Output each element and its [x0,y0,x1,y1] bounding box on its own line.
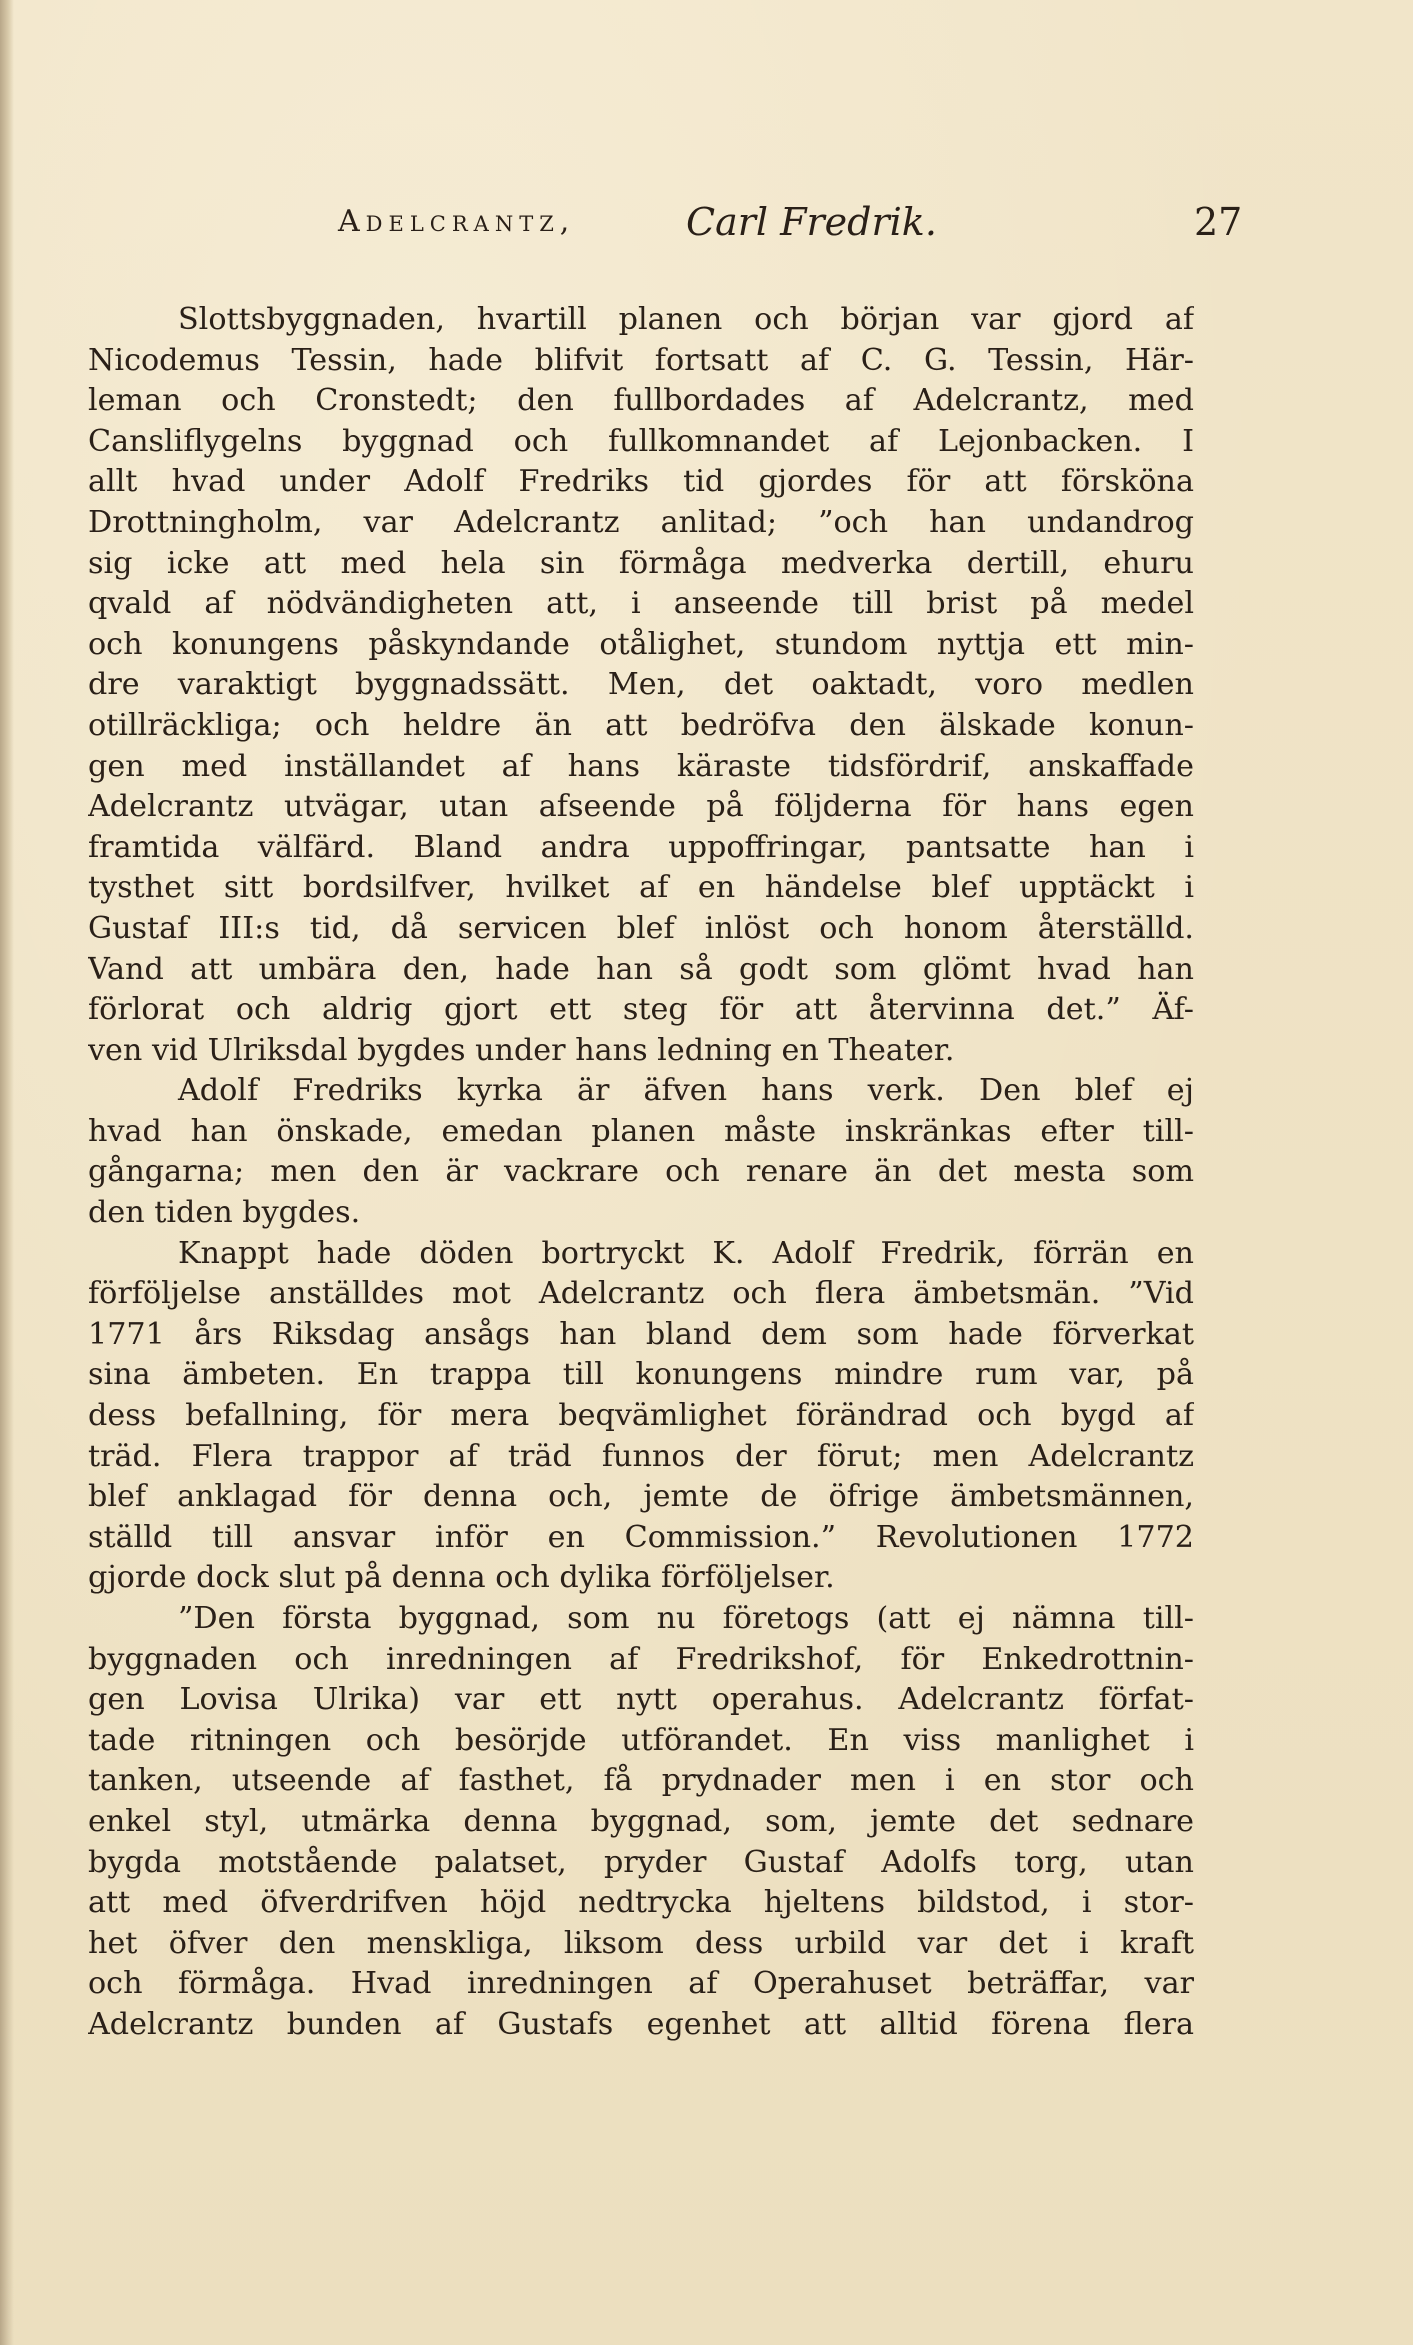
text-line: Gustaf III:s tid, då servicen blef inlöst och honom återställd. [88,910,1194,946]
page-edge-shadow [0,0,14,2345]
text-line: Vand att umbära den, hade han så godt som glömt hvad han [88,951,1194,987]
text-line: Cansliflygelns byggnad och fullkomnandet af Lejonbacken. I [88,423,1194,459]
text-line: ven vid Ulriksdal bygdes under hans ledning en Theater. [88,1032,955,1068]
text-line: Adelcrantz utvägar, utan afseende på följderna för hans egen [88,789,1194,825]
text-line: leman och Cronstedt; den fullbordades af Adelcrantz, med [88,383,1194,419]
text-line: 1771 års Riksdag ansågs han bland dem som hade förverkat [88,1316,1194,1352]
text-line: träd. Flera trappor af träd funnos der förut; men Adelcrantz [88,1438,1194,1474]
text-line: Knappt hade döden bortryckt K. Adolf Fredrik, förrän en [178,1235,1194,1271]
text-line: gångarna; men den är vackrare och renare än det mesta som [88,1154,1194,1190]
text-line: sig icke att med hela sin förmåga medverka dertill, ehuru [88,545,1194,581]
running-head [338,196,1243,256]
text-line: dess befallning, för mera beqvämlighet förändrad och bygd af [88,1398,1194,1434]
text-line: het öfver den menskliga, liksom dess urbild var det i kraft [88,1925,1194,1961]
text-line: allt hvad under Adolf Fredriks tid gjordes för att försköna [88,464,1194,500]
text-line: otillräckliga; och heldre än att bedröfva den älskade konun- [88,707,1194,743]
text-line: förföljelse anställdes mot Adelcrantz och flera ämbetsmän. ”Vid [88,1276,1194,1312]
running-head-subtitle: Carl Fredrik. [686,200,937,244]
text-line: blef anklagad för denna och, jemte de öfrige ämbetsmännen, [88,1479,1194,1515]
text-line: Adolf Fredriks kyrka är äfven hans verk. Den blef ej [178,1073,1194,1109]
text-line: bygda motstående palatset, pryder Gustaf Adolfs torg, utan [88,1844,1194,1880]
text-line: Drottningholm, var Adelcrantz anlitad; ”och han undandrog [88,504,1194,540]
text-line: ställd till ansvar inför en Commission.” Revolutionen 1772 [88,1519,1194,1555]
text-line: förlorat och aldrig gjort ett steg för att återvinna det.” Äf- [88,992,1194,1028]
text-line: dre varaktigt byggnadssätt. Men, det oaktadt, voro medlen [88,667,1194,703]
text-line: att med öfverdrifven höjd nedtrycka hjeltens bildstod, i stor- [88,1885,1194,1921]
text-line: den tiden bygdes. [88,1195,361,1231]
text-line: Adelcrantz bunden af Gustafs egenhet att alltid förena flera [88,2006,1194,2042]
text-line: enkel styl, utmärka denna byggnad, som, jemte det sednare [88,1803,1194,1839]
text-line: ”Den första byggnad, som nu företogs (att ej nämna till- [178,1601,1194,1636]
running-head-name: Adelcrantz, [338,204,576,239]
text-line: Slottsbyggnaden, hvartill planen och början var gjord af [178,302,1194,337]
text-line: hvad han önskade, emedan planen måste inskränkas efter till- [88,1113,1194,1149]
text-line: tanken, utseende af fasthet, få prydnader men i en stor och [88,1763,1194,1799]
body-text [88,300,1194,2046]
text-line: byggnaden och inredningen af Fredrikshof, för Enkedrottnin- [88,1641,1194,1677]
text-line: qvald af nödvändigheten att, i anseende till brist på medel [88,586,1194,622]
text-line: Nicodemus Tessin, hade blifvit fortsatt af C. G. Tessin, Här- [88,342,1194,378]
text-line: tade ritningen och besörjde utförandet. En viss manlighet i [88,1722,1194,1758]
text-line: och konungens påskyndande otålighet, stundom nyttja ett min- [88,626,1194,662]
text-line: gen Lovisa Ulrika) var ett nytt operahus. Adelcrantz förfat- [88,1682,1194,1718]
text-line: tysthet sitt bordsilfver, hvilket af en händelse blef upptäckt i [88,870,1194,906]
page-number: 27 [1194,200,1243,244]
text-line: och förmåga. Hvad inredningen af Operahuset beträffar, var [88,1966,1194,2002]
text-line: gen med inställandet af hans käraste tidsfördrif, anskaffade [88,748,1194,784]
text-line: sina ämbeten. En trappa till konungens mindre rum var, på [88,1357,1194,1393]
text-line: gjorde dock slut på denna och dylika förföljelser. [88,1560,835,1596]
text-line: framtida välfärd. Bland andra uppoffringar, pantsatte han i [88,829,1194,865]
